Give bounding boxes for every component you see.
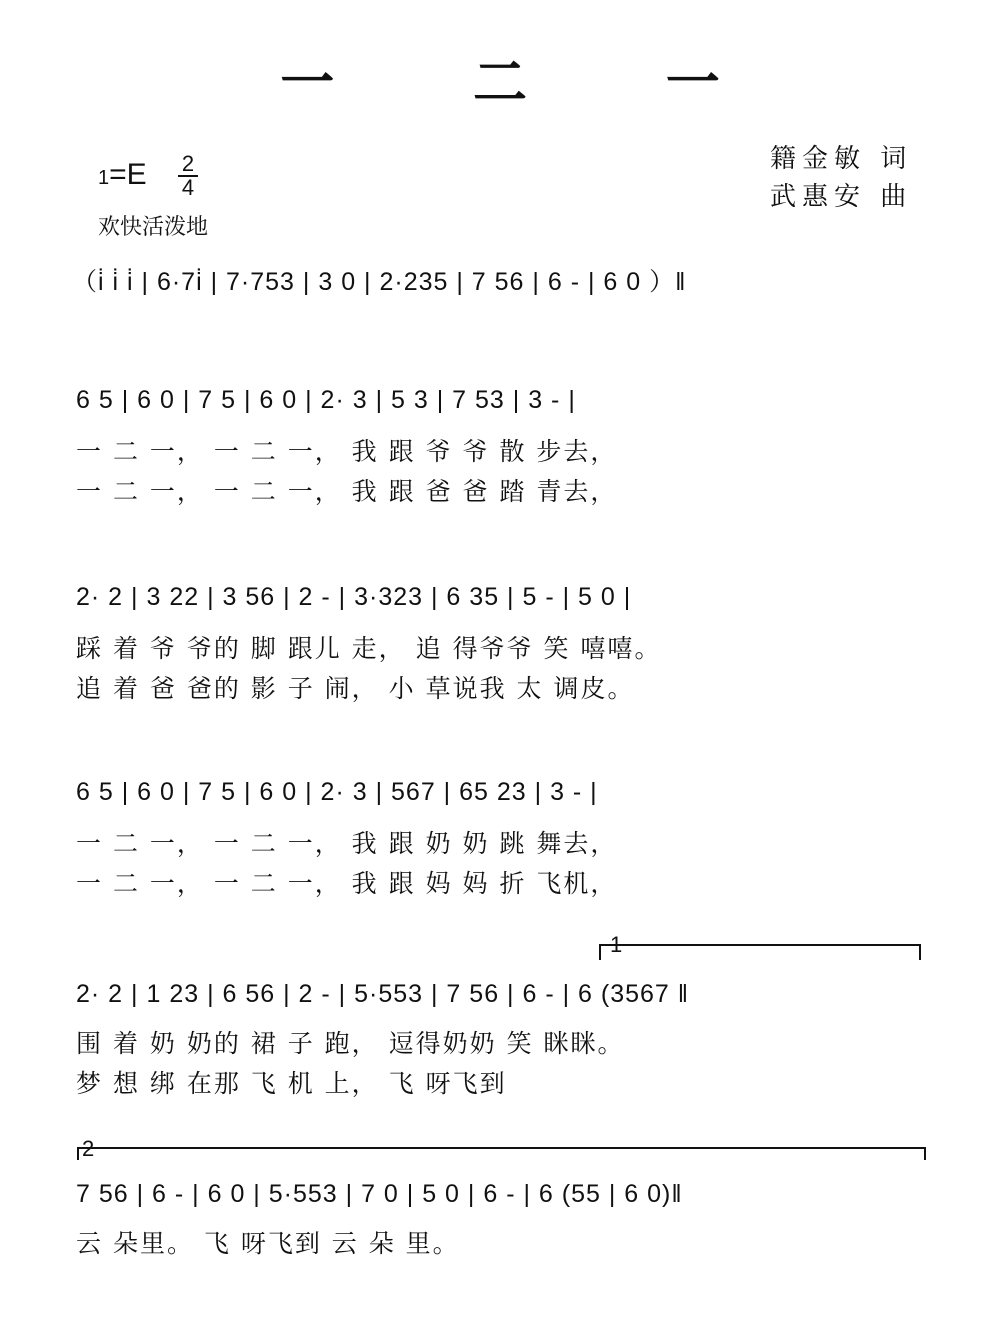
lyric-system-2-verse-1: 一 二 一， 一 二 一， 我 跟 爷 爷 散 步去，	[76, 437, 618, 466]
tempo-marking: 欢快活泼地	[98, 215, 209, 240]
notes-system-6: 7 56 | 6 - | 6 0 | 5·553 | 7 0 | 5 0 | 6 - | 6 (55 | 6 0)‖	[76, 1180, 683, 1208]
lyric-system-2-verse-2: 一 二 一， 一 二 一， 我 跟 爸 爸 踏 青去，	[76, 477, 618, 506]
lyric-system-3-verse-1: 踩 着 爷 爷的 脚 跟儿 走， 追 得爷爷 笑 嘻嘻。	[76, 634, 662, 663]
notes-system-1: （i̇ i̇ i̇ | 6·7i̇ | 7·753 | 3 0 | 2·235 | 7 56 | 6 - | 6 0 ）‖	[72, 268, 687, 296]
key-name: =E	[109, 158, 147, 191]
volta-1-bracket	[600, 945, 920, 960]
notes-system-4: 6 5 | 6 0 | 7 5 | 6 0 | 2· 3 | 567 | 65 23 | 3 - |	[76, 778, 598, 806]
lyric-system-4-verse-2: 一 二 一， 一 二 一， 我 跟 妈 妈 折 飞机，	[76, 869, 618, 898]
notes-system-5: 2· 2 | 1 23 | 6 56 | 2 - | 5·553 | 7 56 | 6 - | 6 (3567 ‖	[76, 980, 690, 1008]
song-title: 一 二 一	[280, 50, 780, 114]
composer-credit: 武惠安 曲	[770, 182, 913, 212]
volta-2-label: 2	[82, 1136, 95, 1161]
lyric-system-3-verse-2: 追 着 爸 爸的 影 子 闹， 小 草说我 太 调皮。	[76, 674, 635, 703]
time-signature-bottom: 4	[181, 175, 195, 200]
volta-1-label: 1	[610, 932, 623, 957]
lyricist-credit: 籍金敏 词	[770, 144, 913, 174]
lyric-system-6-verse-1: 云 朵里。 飞 呀飞到 云 朵 里。	[76, 1229, 460, 1258]
notes-system-3: 2· 2 | 3 22 | 3 56 | 2 - | 3·323 | 6 35 | 5 - | 5 0 |	[76, 583, 632, 611]
lyric-system-4-verse-1: 一 二 一， 一 二 一， 我 跟 奶 奶 跳 舞去，	[76, 829, 618, 858]
notes-system-2: 6 5 | 6 0 | 7 5 | 6 0 | 2· 3 | 5 3 | 7 53 | 3 - |	[76, 386, 576, 414]
volta-2-bracket	[78, 1148, 925, 1160]
lyric-system-5-verse-2: 梦 想 绑 在那 飞 机 上， 飞 呀飞到	[76, 1069, 507, 1098]
key-prefix: 1	[98, 167, 110, 189]
time-signature-top: 2	[181, 151, 195, 176]
lyric-system-5-verse-1: 围 着 奶 奶的 裙 子 跑， 逗得奶奶 笑 眯眯。	[76, 1029, 625, 1058]
